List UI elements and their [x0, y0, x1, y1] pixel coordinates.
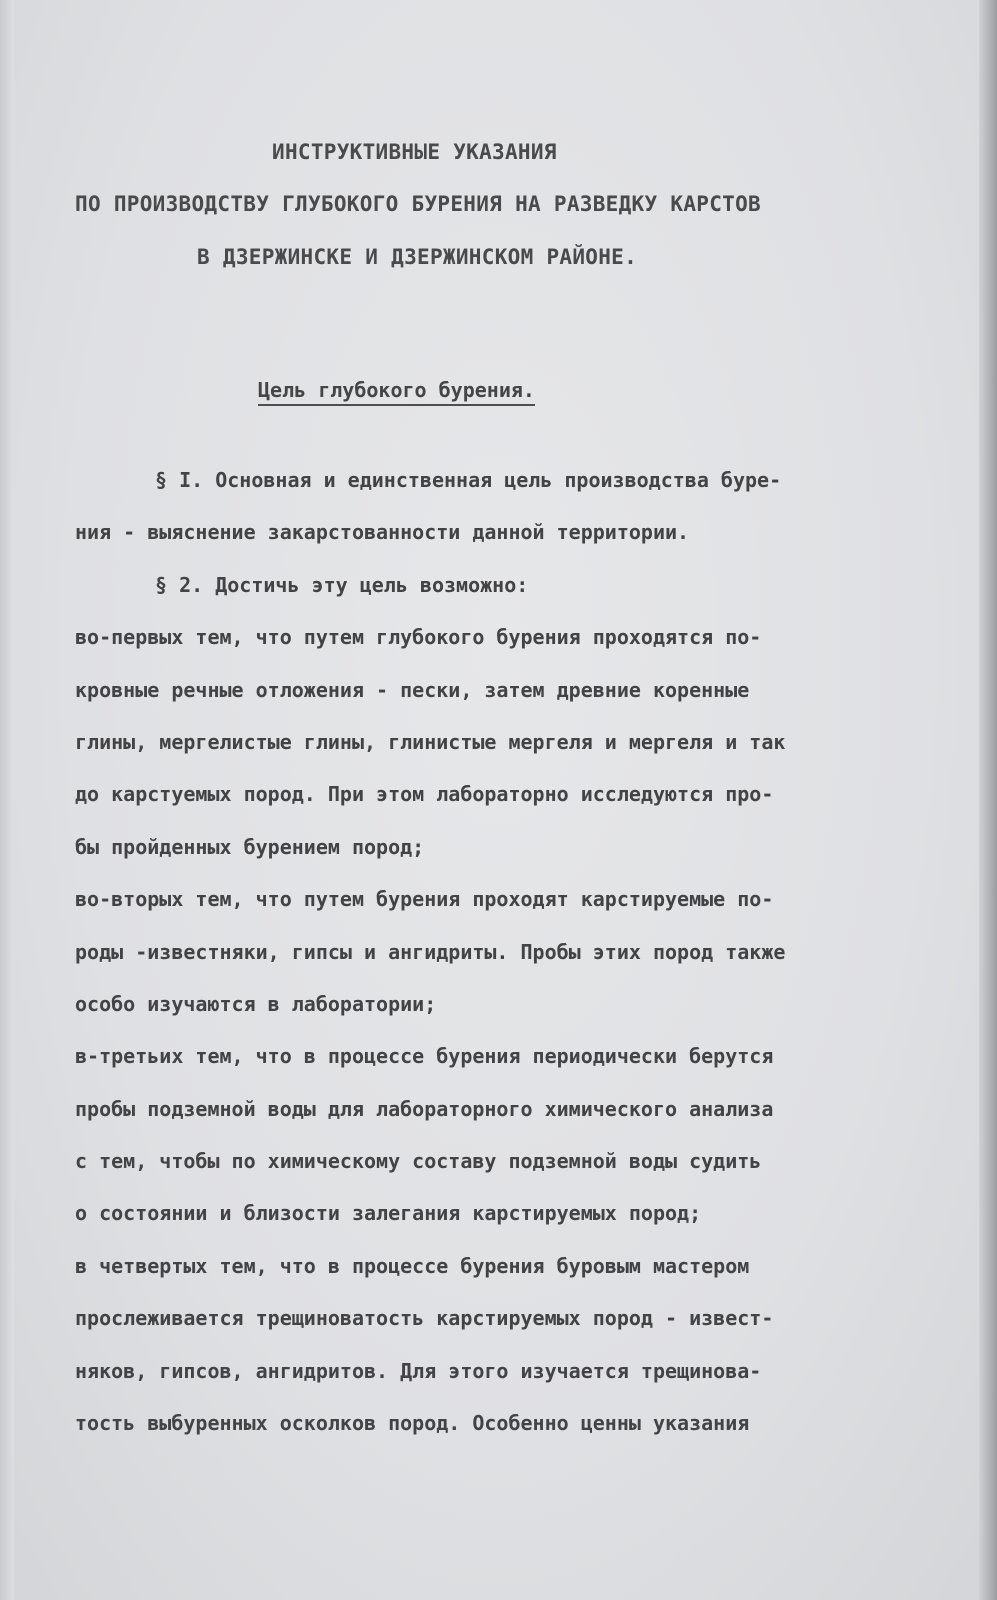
text-line: ния - выяснение закарстованности данной территории. [75, 520, 690, 545]
text-line: особо изучаются в лаборатории; [75, 991, 437, 1016]
text-line: с тем, чтобы по химическому составу подземной воды судить [75, 1149, 762, 1174]
text-line: § 2. Достичь эту цель возможно: [155, 572, 529, 597]
text-line: во-вторых тем, что путем бурения проходят карстируемые по- [75, 887, 774, 912]
text-line: прослеживается трещиноватость карстируемых пород - извест- [75, 1306, 774, 1331]
text-line: роды -известняки, гипсы и ангидриты. Пробы этих пород также [75, 939, 786, 964]
text-line: о состоянии и близости залегания карстируемых пород; [75, 1201, 702, 1226]
body-text [75, 454, 965, 1449]
document-title-line-1: ИНСТРУКТИВНЫЕ УКАЗАНИЯ [272, 140, 557, 164]
text-line: в-третьих тем, что в процессе бурения периодически берутся [75, 1044, 774, 1069]
page-right-edge [979, 0, 997, 1600]
document-title-line-2: ПО ПРОИЗВОДСТВУ ГЛУБОКОГО БУРЕНИЯ НА РАЗВЕДКУ КАРСТОВ [75, 192, 761, 216]
page-left-edge [0, 0, 14, 1600]
text-line: во-первых тем, что путем глубокого бурения проходятся по- [75, 625, 762, 650]
text-line: бы пройденных бурением пород; [75, 834, 425, 859]
text-line: тость выбуренных осколков пород. Особенно ценны указания [75, 1411, 750, 1436]
text-line: кровные речные отложения - пески, затем древние коренные [75, 677, 750, 702]
text-line: до карстуемых пород. При этом лабораторно исследуются про- [75, 782, 774, 807]
document-title-line-3: В ДЗЕРЖИНСКЕ И ДЗЕРЖИНСКОМ РАЙОНЕ. [197, 245, 638, 269]
section-title: Цель глубокого бурения. [258, 378, 535, 406]
text-line: в четвертых тем, что в процессе бурения буровым мастером [75, 1253, 750, 1278]
text-line: пробы подземной воды для лабораторного химического анализа [75, 1096, 774, 1121]
text-line: няков, гипсов, ангидритов. Для этого изучается трещинова- [75, 1358, 762, 1383]
text-line: § I. Основная и единственная цель производства буре- [155, 468, 782, 492]
text-line: глины, мергелистые глины, глинистые мергеля и мергеля и так [75, 729, 786, 754]
